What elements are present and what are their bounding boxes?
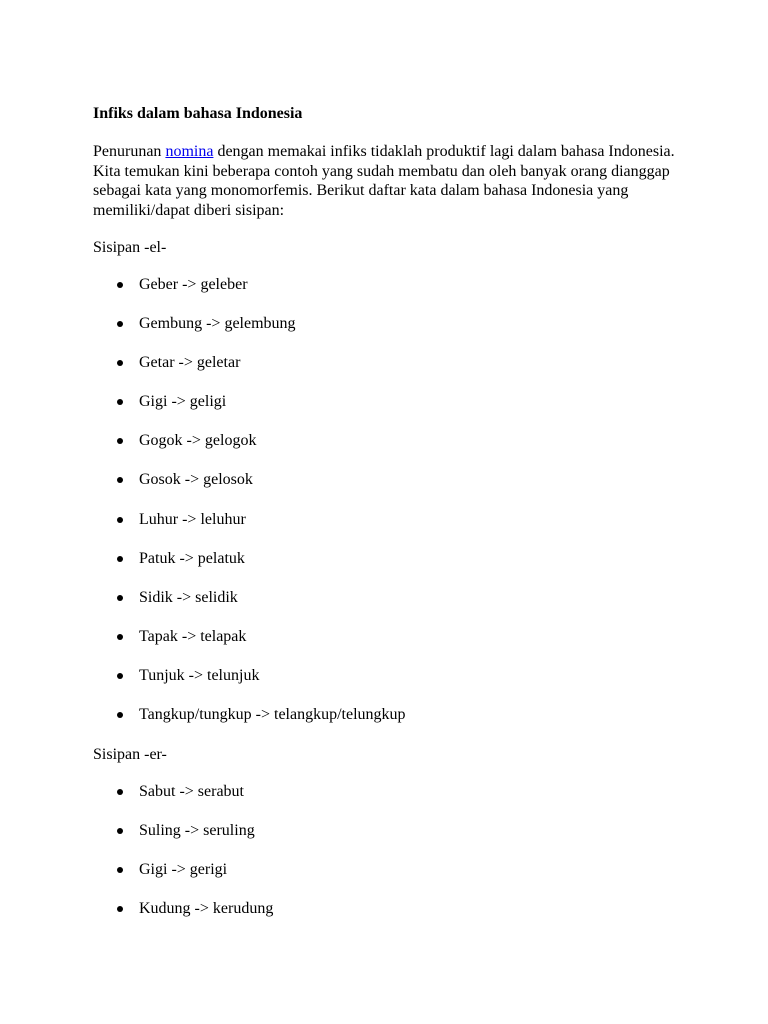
bullet-icon [117,673,123,679]
list-item-text: Sabut -> serabut [139,783,244,800]
list-item [93,431,693,470]
list-item [93,860,693,899]
bullet-icon [117,867,123,873]
list-item-text: Gigi -> geligi [139,393,227,411]
bullet-icon [117,360,123,366]
bullet-icon [117,477,123,483]
list-item-text: Suling -> seruling [139,822,255,840]
bullet-icon [117,517,123,523]
list-item [93,470,693,509]
list-item [93,666,693,705]
list-item-text: Luhur -> leluhur [139,510,246,528]
bullet-icon [117,556,123,562]
intro-paragraph [93,142,693,220]
list-item [93,275,693,314]
bullet-icon [117,321,123,327]
section-label-el: Sisipan -el- [93,239,167,256]
list-item [93,899,693,938]
list-item [93,782,693,821]
bullet-icon [117,634,123,640]
list-item [93,588,693,627]
word-list-el [93,275,693,744]
section-label-er: Sisipan -er- [93,746,167,763]
list-item-text: Geber -> geleber [139,276,248,293]
bullet-icon [117,595,123,601]
list-item [93,627,693,666]
intro-text-end: dengan memakai infiks tidaklah produktif lagi dalam bahasa Indonesia. Kita temukan kini beberapa contoh yang sudah membatu dan oleh banyak orang dianggap sebagai kata yang monomorfemis. Berikut daftar kata dalam bahasa Indonesia yang memiliki/dapat diberi sisipan: [93,143,675,219]
list-item-text: Kudung -> kerudung [139,900,274,918]
list-item [93,392,693,431]
list-item [93,549,693,588]
list-item-text: Tunjuk -> telunjuk [139,666,260,684]
bullet-icon [117,399,123,405]
list-item-text: Sidik -> selidik [139,588,238,606]
word-list-er [93,782,693,938]
bullet-icon [117,906,123,912]
nomina-link[interactable]: nomina [165,143,214,160]
list-item [93,705,693,744]
bullet-icon [117,712,123,718]
intro-text-start: Penurunan [93,143,166,160]
list-item-text: Gembung -> gelembung [139,315,296,333]
list-item-text: Tapak -> telapak [139,627,247,645]
list-item [93,353,693,392]
list-item [93,314,693,353]
list-item-text: Gosok -> gelosok [139,471,253,489]
list-item-text: Tangkup/tungkup -> telangkup/telungkup [139,706,406,724]
document-title: Infiks dalam bahasa Indonesia [93,105,303,122]
list-item-text: Gigi -> gerigi [139,861,228,879]
list-item [93,510,693,549]
bullet-icon [117,789,123,795]
list-item-text: Getar -> geletar [139,354,241,372]
list-item-text: Gogok -> gelogok [139,432,257,450]
bullet-icon [117,282,123,288]
list-item [93,821,693,860]
list-item-text: Patuk -> pelatuk [139,549,245,567]
bullet-icon [117,828,123,834]
bullet-icon [117,438,123,444]
